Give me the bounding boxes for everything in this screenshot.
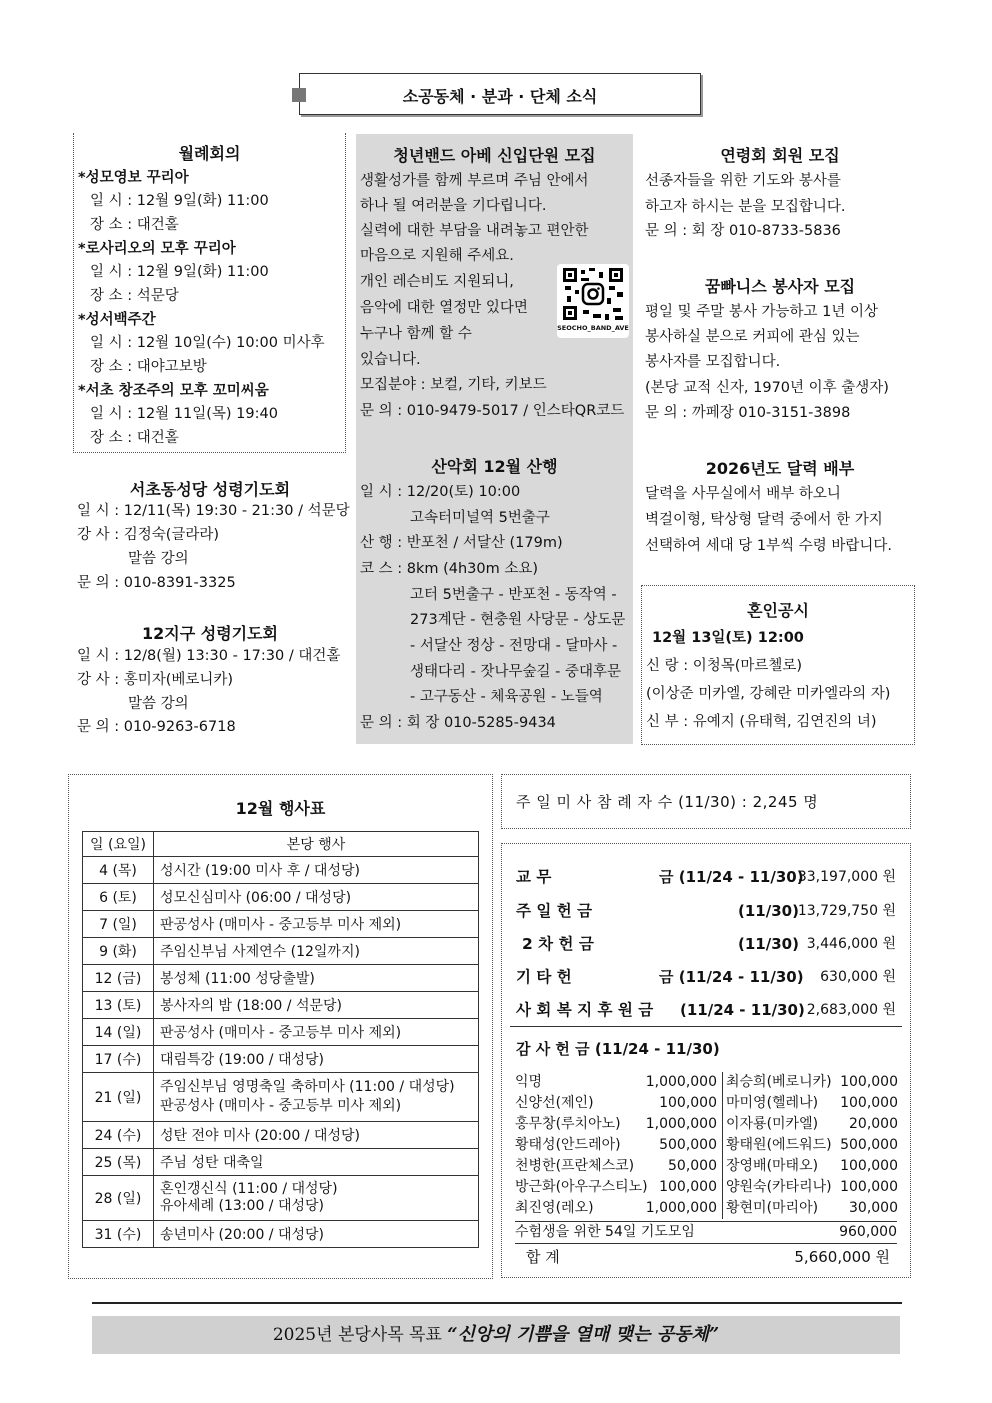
footer-banner bbox=[92, 1316, 900, 1354]
donor-name: 최승희(베로니카) bbox=[726, 1074, 832, 1090]
event-desc: 성탄 전야 미사 (20:00 / 대성당) bbox=[154, 1122, 479, 1149]
band-line: 있습니다. bbox=[360, 352, 421, 368]
donor-name: 익명 bbox=[515, 1074, 543, 1090]
elder-line: 선종자들을 위한 기도와 봉사를 bbox=[645, 173, 841, 189]
table-row bbox=[83, 1122, 479, 1149]
finance-label: 사 회 복 지 후 원 금 bbox=[516, 1001, 654, 1019]
middle-column bbox=[356, 134, 633, 744]
hiking-line: 273계단 - 현충원 사당문 - 상도문 bbox=[410, 612, 626, 628]
finance-amount: 33,197,000 원 bbox=[797, 869, 896, 885]
thanks-title: 감 사 헌 금 (11/24 - 11/30) bbox=[516, 1040, 720, 1058]
column-header: 본당 행사 bbox=[154, 832, 479, 857]
district-prayer-line: 일 시 : 12/8(월) 13:30 - 17:30 / 대건홀 bbox=[77, 648, 341, 664]
divider bbox=[510, 1026, 902, 1027]
table-header-row bbox=[83, 832, 479, 857]
prayer-name: 수험생을 위한 54일 기도모임 bbox=[515, 1224, 695, 1240]
meeting-date: 일 시 : 12월 11일(목) 19:40 bbox=[90, 406, 278, 422]
donor-name: 황태성(안드레아) bbox=[515, 1137, 621, 1153]
event-desc: 판공성사 (매미사 - 중고등부 미사 제외) bbox=[160, 1098, 402, 1114]
wedding-date: 12월 13일(토) 12:00 bbox=[652, 630, 804, 646]
meeting-name: *성서백주간 bbox=[78, 312, 156, 328]
table-row bbox=[83, 992, 479, 1019]
donor-amount: 100,000 bbox=[840, 1074, 898, 1090]
finance-period: 금 (11/24 - 11/30) bbox=[659, 968, 804, 986]
donor-amount: 1,000,000 bbox=[645, 1116, 717, 1132]
band-line: 하나 될 여러분을 기다립니다. bbox=[360, 198, 547, 214]
band-line: 음악에 대한 열정만 있다면 bbox=[360, 300, 528, 316]
table-row bbox=[83, 1019, 479, 1046]
finance-period: (11/30) bbox=[738, 935, 799, 953]
footer-rule bbox=[92, 1302, 902, 1304]
meeting-date: 일 시 : 12월 10일(수) 10:00 미사후 bbox=[90, 335, 325, 351]
cafe-line: (본당 교적 신자, 1970년 이후 출생자) bbox=[645, 380, 889, 396]
donor-name: 장영배(마태오) bbox=[726, 1158, 819, 1174]
monthly-meeting-title: 월례회의 bbox=[178, 144, 241, 163]
district-prayer-line: 강 사 : 홍미자(베로니카) bbox=[77, 672, 234, 688]
cafe-line: 문 의 : 까페장 010-3151-3898 bbox=[645, 405, 851, 421]
donor-amount: 20,000 bbox=[849, 1116, 898, 1132]
header-title: 소공동체 · 분과 · 단체 소식 bbox=[402, 87, 598, 106]
hiking-line: 고속터미널역 5번출구 bbox=[410, 510, 550, 526]
meeting-name: *로사리오의 모후 꾸리아 bbox=[78, 241, 236, 257]
footer-motto: “신앙의 기쁨을 열매 맺는 공동체” bbox=[447, 1324, 720, 1345]
band-line: 누구나 함께 할 수 bbox=[360, 326, 472, 342]
event-desc: 판공성사 (매미사 - 중고등부 미사 제외) bbox=[154, 1019, 479, 1046]
events-table bbox=[82, 831, 479, 1248]
band-line: 개인 레슨비도 지원되니, bbox=[360, 274, 514, 290]
meeting-place: 장 소 : 대건홀 bbox=[90, 217, 179, 233]
attendance-box bbox=[501, 774, 911, 829]
donor-name: 홍무창(루치아노) bbox=[515, 1116, 621, 1132]
event-desc: 성시간 (19:00 미사 후 / 대성당) bbox=[154, 857, 479, 884]
table-row bbox=[83, 1176, 479, 1221]
events-box bbox=[68, 774, 493, 1279]
wedding-groom: 신 랑 : 이청목(마르첼로) bbox=[646, 658, 803, 674]
table-row bbox=[83, 884, 479, 911]
hiking-line: 일 시 : 12/20(토) 10:00 bbox=[360, 484, 521, 500]
finance-box bbox=[501, 843, 911, 1278]
column-divider bbox=[722, 1072, 723, 1219]
finance-period: (11/24 - 11/30) bbox=[680, 1001, 805, 1019]
thanks-left-list bbox=[515, 1072, 721, 1219]
cafe-line: 봉사하실 분으로 커피에 관심 있는 bbox=[645, 329, 860, 345]
district-prayer-line: 문 의 : 010-9263-6718 bbox=[77, 719, 236, 735]
event-day: 28 (일) bbox=[83, 1176, 154, 1221]
finance-amount: 3,446,000 원 bbox=[806, 936, 896, 952]
donor-name: 방근화(아우구스티노) bbox=[515, 1179, 648, 1195]
finance-amount: 630,000 원 bbox=[820, 969, 896, 985]
prayer-row bbox=[515, 1221, 897, 1244]
donor-amount: 1,000,000 bbox=[645, 1074, 717, 1090]
wedding-box bbox=[641, 585, 915, 745]
band-line: 문 의 : 010-9479-5017 / 인스타QR코드 bbox=[360, 403, 625, 419]
meeting-place: 장 소 : 석문당 bbox=[90, 288, 179, 304]
event-day: 17 (수) bbox=[83, 1046, 154, 1073]
meeting-place: 장 소 : 대야고보방 bbox=[90, 359, 207, 375]
donor-name: 신양선(제인) bbox=[515, 1095, 594, 1111]
event-desc: 주임신부님 영명축일 축하미사 (11:00 / 대성당) bbox=[160, 1079, 455, 1095]
hiking-line: - 고구동산 - 체육공원 - 노들역 bbox=[410, 689, 603, 705]
band-line: 모집분야 : 보컬, 기타, 키보드 bbox=[360, 377, 547, 393]
seocho-prayer-line: 말씀 강의 bbox=[128, 551, 189, 567]
event-day: 31 (수) bbox=[83, 1221, 154, 1248]
elder-title: 연령회 회원 모집 bbox=[720, 146, 840, 165]
donor-name: 이자룡(미카엘) bbox=[726, 1116, 819, 1132]
event-desc: 판공성사 (매미사 - 중고등부 미사 제외) bbox=[154, 911, 479, 938]
hiking-line: - 서달산 정상 - 전망대 - 달마사 - bbox=[410, 638, 618, 654]
table-row bbox=[83, 1073, 479, 1122]
donor-amount: 100,000 bbox=[840, 1095, 898, 1111]
footer-prefix: 2025년 본당사목 목표 bbox=[272, 1325, 448, 1345]
donor-name: 최진영(레오) bbox=[515, 1200, 594, 1216]
hiking-line: 생태다리 - 잣나무숲길 - 중대후문 bbox=[410, 664, 621, 680]
attendance-text: 주 일 미 사 참 례 자 수 (11/30) : 2,245 명 bbox=[516, 793, 819, 811]
donor-amount: 500,000 bbox=[840, 1137, 898, 1153]
wedding-groom-parents: (이상준 미카엘, 강혜란 미카엘라의 자) bbox=[646, 686, 891, 702]
table-row bbox=[83, 911, 479, 938]
meeting-name: *성모영보 꾸리아 bbox=[78, 170, 189, 186]
finance-amount: 2,683,000 원 bbox=[806, 1002, 896, 1018]
hiking-line: 고터 5번출구 - 반포천 - 동작역 - bbox=[410, 587, 617, 603]
event-desc: 주님 성탄 대축일 bbox=[154, 1149, 479, 1176]
event-day: 12 (금) bbox=[83, 965, 154, 992]
donor-amount: 50,000 bbox=[668, 1158, 717, 1174]
finance-amount: 13,729,750 원 bbox=[797, 903, 896, 919]
finance-label: 기 타 헌 bbox=[516, 968, 572, 986]
table-row bbox=[83, 1046, 479, 1073]
event-day: 4 (목) bbox=[83, 857, 154, 884]
elder-line: 문 의 : 회 장 010-8733-5836 bbox=[645, 223, 841, 239]
event-day: 7 (일) bbox=[83, 911, 154, 938]
hiking-line: 문 의 : 회 장 010-5285-9434 bbox=[360, 715, 556, 731]
calendar-title: 2026년도 달력 배부 bbox=[705, 459, 855, 478]
table-row bbox=[83, 857, 479, 884]
seocho-prayer-line: 문 의 : 010-8391-3325 bbox=[77, 575, 236, 591]
calendar-line: 선택하여 세대 당 1부씩 수령 바랍니다. bbox=[645, 538, 892, 554]
donor-amount: 30,000 bbox=[849, 1200, 898, 1216]
donor-name: 양원숙(카타리나) bbox=[726, 1179, 832, 1195]
event-desc: 혼인갱신식 (11:00 / 대성당) bbox=[160, 1181, 338, 1197]
finance-label: 주 일 헌 금 bbox=[516, 902, 593, 920]
donor-name: 천병한(프란체스코) bbox=[515, 1158, 635, 1174]
event-day: 24 (수) bbox=[83, 1122, 154, 1149]
column-header: 일 (요일) bbox=[83, 832, 154, 857]
hiking-line: 코 스 : 8km (4h30m 소요) bbox=[360, 561, 539, 577]
donor-amount: 100,000 bbox=[840, 1158, 898, 1174]
meeting-date: 일 시 : 12월 9일(화) 11:00 bbox=[90, 193, 269, 209]
table-row bbox=[83, 965, 479, 992]
band-line: 마음으로 지원해 주세요. bbox=[360, 248, 514, 264]
event-day: 6 (토) bbox=[83, 884, 154, 911]
event-desc: 봉사자의 밤 (18:00 / 석문당) bbox=[154, 992, 479, 1019]
event-desc: 대림특강 (19:00 / 대성당) bbox=[154, 1046, 479, 1073]
seocho-prayer-line: 일 시 : 12/11(목) 19:30 - 21:30 / 석문당 bbox=[77, 503, 350, 519]
event-desc: 유아세례 (13:00 / 대성당) bbox=[160, 1198, 325, 1214]
event-day: 13 (토) bbox=[83, 992, 154, 1019]
meeting-date: 일 시 : 12월 9일(화) 11:00 bbox=[90, 264, 269, 280]
seocho-prayer-line: 강 사 : 김정숙(글라라) bbox=[77, 527, 220, 543]
event-desc: 송년미사 (20:00 / 대성당) bbox=[154, 1221, 479, 1248]
events-title: 12월 행사표 bbox=[235, 799, 326, 818]
event-desc: 봉성체 (11:00 성당출발) bbox=[154, 965, 479, 992]
district-prayer-line: 말씀 강의 bbox=[128, 696, 189, 712]
calendar-line: 벽걸이형, 탁상형 달력 중에서 한 가지 bbox=[645, 512, 883, 528]
total-label: 합 계 bbox=[526, 1248, 560, 1266]
event-day: 21 (일) bbox=[83, 1073, 154, 1122]
thanks-right-list bbox=[726, 1072, 898, 1219]
district-prayer-title: 12지구 성령기도회 bbox=[141, 624, 279, 643]
cafe-title: 꿈빠니스 봉사자 모집 bbox=[704, 277, 856, 296]
monthly-meeting-box bbox=[73, 133, 346, 453]
event-day: 9 (화) bbox=[83, 938, 154, 965]
table-row bbox=[83, 1221, 479, 1248]
table-row bbox=[83, 1149, 479, 1176]
table-row bbox=[83, 938, 479, 965]
donor-amount: 100,000 bbox=[840, 1179, 898, 1195]
seocho-prayer-title: 서초동성당 성령기도회 bbox=[129, 480, 291, 499]
meeting-name: *서초 창조주의 모후 꼬미씨움 bbox=[78, 383, 269, 399]
cafe-line: 봉사자를 모집합니다. bbox=[645, 354, 781, 370]
event-desc: 성모신심미사 (06:00 / 대성당) bbox=[154, 884, 479, 911]
wedding-bride: 신 부 : 유예지 (유태혁, 김연진의 녀) bbox=[646, 714, 877, 730]
finance-label: 2 차 헌 금 bbox=[522, 935, 594, 953]
donor-amount: 100,000 bbox=[659, 1095, 717, 1111]
qr-code-icon[interactable] bbox=[557, 264, 629, 338]
meeting-place: 장 소 : 대건홀 bbox=[90, 430, 179, 446]
donor-name: 마미영(헬레나) bbox=[726, 1095, 819, 1111]
hiking-line: 산 행 : 반포천 / 서달산 (179m) bbox=[360, 535, 563, 551]
finance-period: (11/30) bbox=[738, 902, 799, 920]
donor-amount: 100,000 bbox=[659, 1179, 717, 1195]
elder-line: 하고자 하시는 분을 모집합니다. bbox=[645, 199, 846, 215]
hiking-title: 산악회 12월 산행 bbox=[431, 457, 558, 476]
finance-label: 교 무 bbox=[516, 868, 552, 886]
donor-name: 황현미(마리아) bbox=[726, 1200, 819, 1216]
total-amount: 5,660,000 원 bbox=[794, 1248, 890, 1266]
finance-period: 금 (11/24 - 11/30) bbox=[659, 868, 804, 886]
prayer-amount: 960,000 bbox=[839, 1224, 897, 1240]
calendar-line: 달력을 사무실에서 배부 하오니 bbox=[645, 486, 841, 502]
donor-amount: 1,000,000 bbox=[645, 1200, 717, 1216]
band-line: 실력에 대한 부담을 내려놓고 편안한 bbox=[360, 223, 589, 239]
cafe-line: 평일 및 주말 봉사 가능하고 1년 이상 bbox=[645, 304, 878, 320]
donor-amount: 500,000 bbox=[659, 1137, 717, 1153]
section-header bbox=[299, 73, 701, 115]
band-title: 청년밴드 아베 신입단원 모집 bbox=[393, 146, 596, 165]
wedding-title: 혼인공시 bbox=[747, 601, 809, 620]
event-desc: 주임신부님 사제연수 (12일까지) bbox=[154, 938, 479, 965]
qr-label: SEOCHO_BAND_AVE bbox=[557, 324, 629, 332]
band-line: 생활성가를 함께 부르며 주님 안에서 bbox=[360, 173, 589, 189]
donor-name: 황태원(에드워드) bbox=[726, 1137, 832, 1153]
event-day: 14 (일) bbox=[83, 1019, 154, 1046]
event-day: 25 (목) bbox=[83, 1149, 154, 1176]
